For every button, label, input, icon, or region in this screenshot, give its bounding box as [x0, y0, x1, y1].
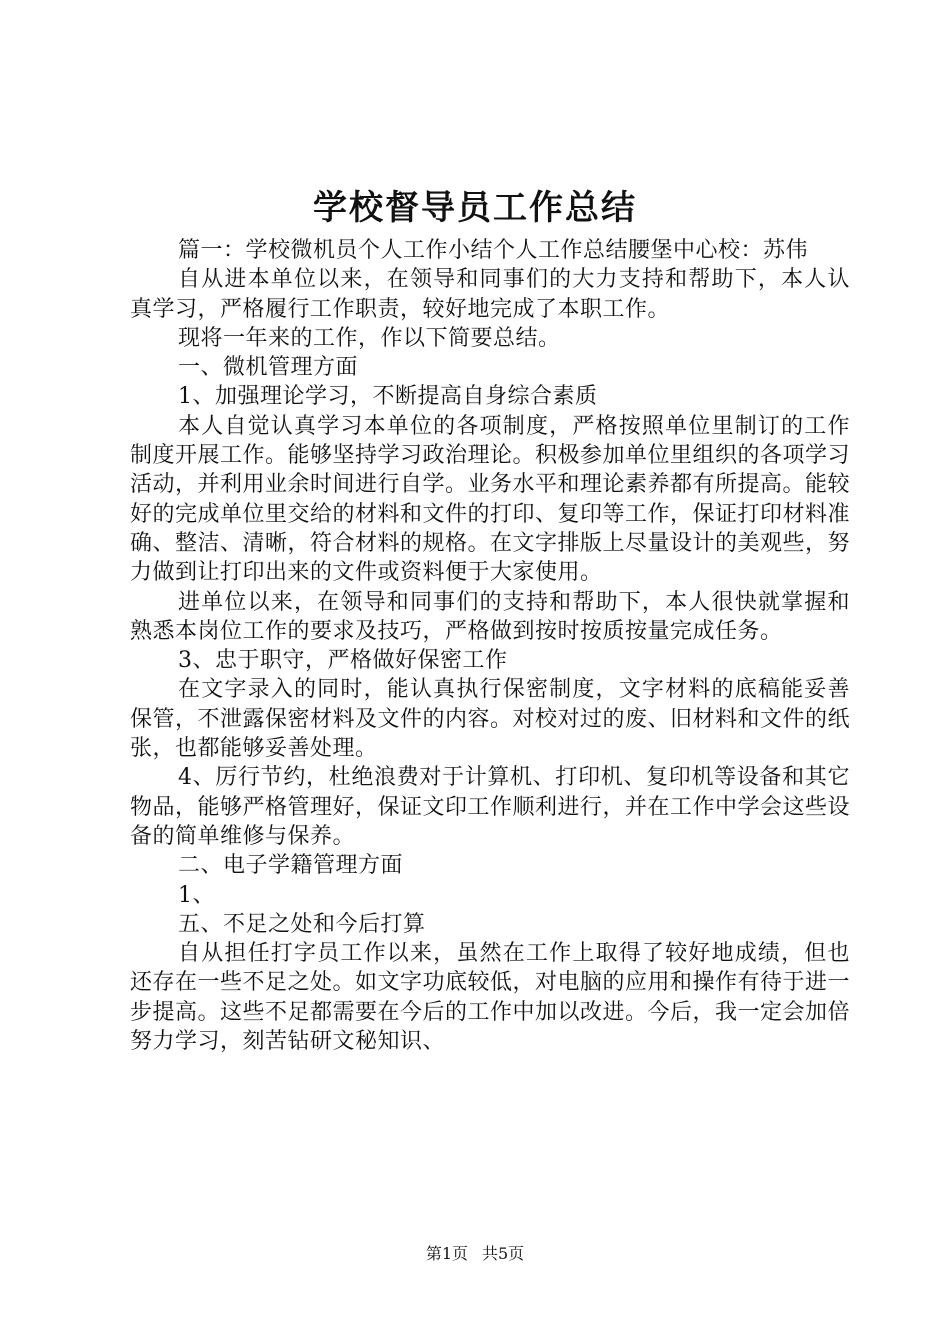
- paragraph: 现将一年来的工作，作以下简要总结。: [178, 325, 561, 351]
- subsection-heading: 1、加强理论学习，不断提高自身综合素质: [178, 384, 598, 410]
- document-body: [130, 236, 850, 1056]
- paragraph: 进单位以来，在领导和同事们的支持和帮助下，本人很快就掌握和熟悉本岗位工作的要求及技巧，严格做到按时按质按量完成任务。: [130, 589, 850, 644]
- page-footer: [0, 1243, 950, 1265]
- paragraph: 自从进本单位以来，在领导和同事们的大力支持和帮助下，本人认真学习，严格履行工作职责，较好地完成了本职工作。: [130, 267, 850, 322]
- section-heading: 五、不足之处和今后打算: [178, 911, 426, 937]
- paragraph: 自从担任打字员工作以来，虽然在工作上取得了较好地成绩，但也还存在一些不足之处。如文字功底较低，对电脑的应用和操作有待于进一步提高。这些不足都需要在今后的工作中加以改进。今后，我一定会加倍努力学习，刻苦钻研文秘知识、: [130, 941, 851, 1055]
- paragraph: 篇一：学校微机员个人工作小结个人工作总结腰堡中心校：苏伟: [178, 238, 809, 263]
- document-title: 学校督导员工作总结: [313, 188, 637, 228]
- page-total: 共5页: [482, 1244, 525, 1263]
- subsection-heading: 3、忠于职守，严格做好保密工作: [178, 648, 508, 674]
- paragraph: 4、厉行节约，杜绝浪费对于计算机、打印机、复印机等设备和其它物品，能够严格管理好，保证文印工作顺利进行，并在工作中学会这些设备的简单维修与保养。: [130, 765, 851, 849]
- section-heading: 一、微机管理方面: [178, 355, 359, 381]
- subsection-heading: 1、: [178, 882, 215, 908]
- page-number: 第1页: [425, 1244, 468, 1263]
- paragraph: 在文字录入的同时，能认真执行保密制度，文字材料的底稿能妥善保管，不泄露保密材料及文件的内容。对校对过的废、旧材料和文件的纸张，也都能够妥善处理。: [130, 677, 851, 762]
- paragraph: 本人自觉认真学习本单位的各项制度，严格按照单位里制订的工作制度开展工作。能够坚持学习政治理论。积极参加单位里组织的各项学习活动，并利用业余时间进行自学。业务水平和理论素养都有所提高。能较好的完成单位里交给的材料和文件的打印、复印等工作，保证打印材料准确、整洁、清晰，符合材料的规格。在文字排版上尽量设计的美观些，努力做到让打印出来的文件或资料便于大家使用。: [130, 413, 851, 586]
- section-heading: 二、电子学籍管理方面: [178, 853, 404, 879]
